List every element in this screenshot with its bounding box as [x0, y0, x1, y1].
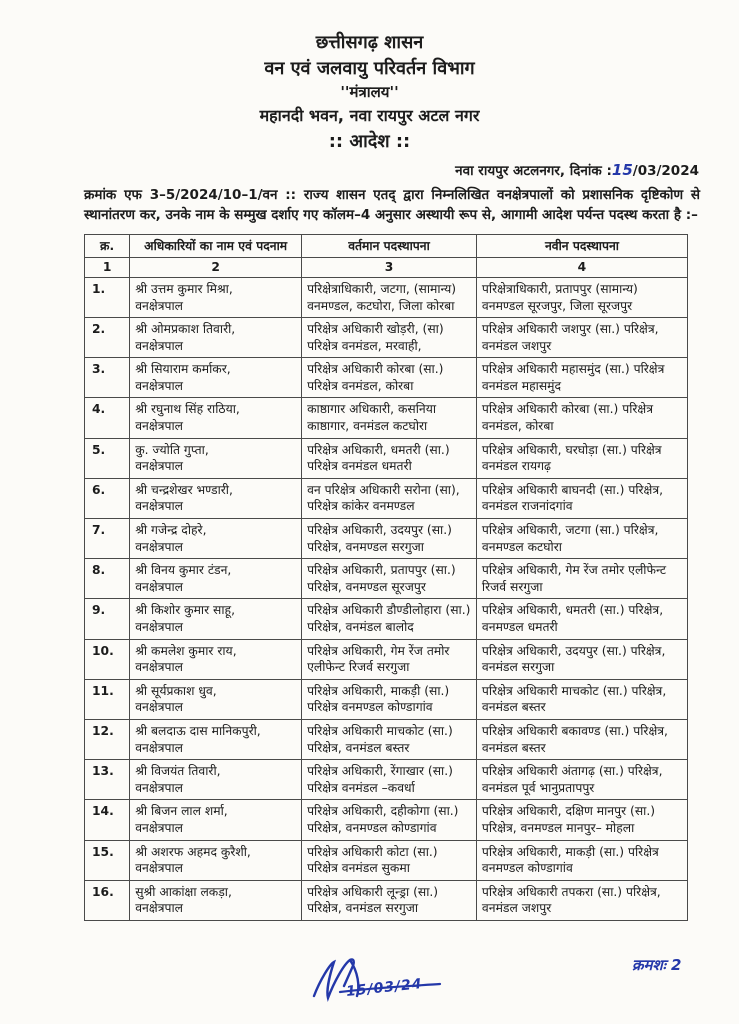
column-number: 2 [130, 258, 302, 278]
row-sno: 1. [85, 277, 130, 317]
transfer-table [84, 234, 688, 921]
row-new-posting: परिक्षेत्र अधिकारी, दक्षिण मानपुर (सा.) परिक्षेत्र, वनमण्डल मानपुर– मोहला [476, 800, 687, 840]
government-name: छत्तीसगढ़ शासन [315, 32, 424, 53]
row-current-posting: परिक्षेत्र अधिकारी डौण्डीलोहारा (सा.) परिक्षेत्र, वनमंडल बालोद [302, 599, 477, 639]
row-current-posting: परिक्षेत्र अधिकारी, माकड़ी (सा.) परिक्षेत्र वनमण्डल कोण्डागांव [302, 679, 477, 719]
row-name: श्री उत्तम कुमार मिश्रा, [135, 281, 233, 296]
row-sno: 9. [85, 599, 130, 639]
signature [300, 952, 470, 1016]
row-designation: वनक्षेत्रपाल [135, 620, 183, 634]
row-designation: वनक्षेत्रपाल [135, 700, 183, 715]
row-new-posting: परिक्षेत्र अधिकारी कोरबा (सा.) परिक्षेत्र वनमंडल, कोरबा [476, 398, 687, 438]
row-officer [130, 639, 302, 679]
row-current-posting: परिक्षेत्र अधिकारी, धमतरी (सा.) परिक्षेत्र वनमंडल धमतरी [302, 438, 477, 478]
row-current-posting: परिक्षेत्र अधिकारी खोड़री, (सा) परिक्षेत्र वनमंडल, मरवाही, [302, 318, 477, 358]
row-new-posting: परिक्षेत्र अधिकारी, जटगा (सा.) परिक्षेत्र, वनमण्डल कटघोरा [476, 519, 687, 559]
row-officer [130, 719, 302, 759]
row-name: श्री किशोर कुमार साहू, [135, 603, 235, 618]
row-current-posting: परिक्षेत्र अधिकारी, रेंगाखार (सा.) परिक्षेत्र वनमंडल –कवर्धा [302, 760, 477, 800]
row-designation: वनक्षेत्रपाल [135, 901, 183, 916]
table-row [85, 519, 688, 559]
date-place-label: नवा रायपुर अटलनगर, दिनांक : [455, 163, 612, 180]
row-current-posting: वन परिक्षेत्र अधिकारी सरोना (सा), परिक्षेत्र कांकेर वनमण्डल [302, 478, 477, 518]
table-row [85, 719, 688, 759]
signature-date: 15/03/24 [345, 976, 424, 1000]
row-name: श्री कमलेश कुमार राय, [135, 643, 237, 658]
row-officer [130, 840, 302, 880]
table-header-row [85, 234, 688, 258]
column-number-row [85, 258, 688, 278]
row-designation: वनक्षेत्रपाल [135, 660, 183, 675]
row-designation: वनक्षेत्रपाल [135, 378, 183, 393]
row-new-posting: परिक्षेत्र अधिकारी, धमतरी (सा.) परिक्षेत्र, वनमण्डल धमतरी [476, 599, 687, 639]
department-name: वन एवं जलवायु परिवर्तन विभाग [264, 58, 475, 80]
row-officer [130, 478, 302, 518]
table-row [85, 358, 688, 398]
document-header [0, 0, 739, 155]
row-new-posting: परिक्षेत्र अधिकारी अंतागढ़ (सा.) परिक्षेत्र, वनमंडल पूर्व भानुप्रतापपुर [476, 760, 687, 800]
table-row [85, 760, 688, 800]
order-title: :: आदेश :: [328, 131, 411, 153]
table-row [85, 277, 688, 317]
row-name: श्री चन्द्रशेखर भण्डारी, [135, 482, 233, 497]
row-name: श्री ओमप्रकाश तिवारी, [135, 322, 236, 337]
header-sno: क्र. [85, 234, 130, 258]
row-officer [130, 358, 302, 398]
date-rest: /03/2024 [632, 163, 699, 180]
table-row [85, 438, 688, 478]
row-current-posting: परिक्षेत्र अधिकारी लून्ड्रा (सा.) परिक्षेत्र, वनमंडल सरगुजा [302, 880, 477, 920]
row-officer [130, 277, 302, 317]
row-sno: 10. [85, 639, 130, 679]
row-sno: 11. [85, 679, 130, 719]
row-officer [130, 679, 302, 719]
row-name: श्री बिजन लाल शर्मा, [135, 804, 228, 819]
row-name: श्री विजयंत तिवारी, [135, 764, 221, 779]
row-current-posting: परिक्षेत्र अधिकारी, दहीकोगा (सा.) परिक्षेत्र, वनमण्डल कोण्डागांव [302, 800, 477, 840]
row-sno: 4. [85, 398, 130, 438]
row-sno: 15. [85, 840, 130, 880]
row-officer [130, 438, 302, 478]
row-current-posting: परिक्षेत्राधिकारी, जटगा, (सामान्य) वनमण्डल, कटघोरा, जिला कोरबा [302, 277, 477, 317]
row-new-posting: परिक्षेत्र अधिकारी जशपुर (सा.) परिक्षेत्र, वनमंडल जशपुर [476, 318, 687, 358]
row-sno: 12. [85, 719, 130, 759]
table-body [85, 277, 688, 920]
header-new: नवीन पदस्थापना [476, 234, 687, 258]
row-new-posting: परिक्षेत्र अधिकारी, घरघोड़ा (सा.) परिक्षेत्र वनमंडल रायगढ़ [476, 438, 687, 478]
row-current-posting: परिक्षेत्र अधिकारी, उदयपुर (सा.) परिक्षेत्र, वनमण्डल सरगुजा [302, 519, 477, 559]
row-designation: वनक्षेत्रपाल [135, 861, 183, 876]
row-officer [130, 800, 302, 840]
row-name: श्री गजेन्द्र दोहरे, [135, 523, 207, 538]
row-officer [130, 398, 302, 438]
row-designation: वनक्षेत्रपाल [135, 419, 183, 434]
row-name: सुश्री आकांक्षा लकड़ा, [135, 884, 232, 899]
table-row [85, 318, 688, 358]
table-row [85, 599, 688, 639]
row-sno: 8. [85, 559, 130, 599]
column-number: 4 [476, 258, 687, 278]
table-row [85, 398, 688, 438]
row-designation: वनक्षेत्रपाल [135, 579, 183, 594]
date-line [0, 161, 739, 179]
row-officer [130, 559, 302, 599]
table-row [85, 679, 688, 719]
row-designation: वनक्षेत्रपाल [135, 780, 183, 795]
row-new-posting: परिक्षेत्र अधिकारी, गेम रेंज तमोर एलीफेन्ट रिजर्व सरगुजा [476, 559, 687, 599]
row-sno: 16. [85, 880, 130, 920]
row-new-posting: परिक्षेत्र अधिकारी महासमुंद (सा.) परिक्षेत्र वनमंडल महासमुंद [476, 358, 687, 398]
order-intro-paragraph: क्रमांक एफ 3–5/2024/10–1/वन :: राज्य शासन एतद् द्वारा निम्नलिखित वनक्षेत्रपालों को प्रशासनिक दृष्टिकोण से स्थानांतरण कर, उनके नाम के सम्मुख दर्शाए गए कॉलम–4 अनुसार अस्थायी रूप से, आगामी आदेश पर्यन्त पदस्थ करता है :– [84, 187, 700, 224]
column-number: 1 [85, 258, 130, 278]
row-designation: वनक्षेत्रपाल [135, 539, 183, 554]
row-current-posting: परिक्षेत्र अधिकारी माचकोट (सा.) परिक्षेत्र, वनमंडल बस्तर [302, 719, 477, 759]
row-designation: वनक्षेत्रपाल [135, 499, 183, 514]
row-name: कु. ज्योति गुप्ता, [135, 442, 209, 457]
row-sno: 2. [85, 318, 130, 358]
row-new-posting: परिक्षेत्र अधिकारी, उदयपुर (सा.) परिक्षेत्र, वनमंडल सरगुजा [476, 639, 687, 679]
row-sno: 7. [85, 519, 130, 559]
row-designation: वनक्षेत्रपाल [135, 338, 183, 353]
header-name: अधिकारियों का नाम एवं पदनाम [130, 234, 302, 258]
row-name: श्री रघुनाथ सिंह राठिया, [135, 402, 240, 417]
row-new-posting: परिक्षेत्र अधिकारी, माकड़ी (सा.) परिक्षेत्र वनमण्डल कोण्डागांव [476, 840, 687, 880]
column-number: 3 [302, 258, 477, 278]
table-row [85, 800, 688, 840]
row-sno: 3. [85, 358, 130, 398]
row-current-posting: परिक्षेत्र अधिकारी कोरबा (सा.) परिक्षेत्र वनमंडल, कोरबा [302, 358, 477, 398]
row-new-posting: परिक्षेत्राधिकारी, प्रतापपुर (सामान्य) वनमण्डल सूरजपुर, जिला सूरजपुर [476, 277, 687, 317]
row-officer [130, 760, 302, 800]
handwritten-day: 15 [611, 161, 633, 180]
row-officer [130, 599, 302, 639]
row-designation: वनक्षेत्रपाल [135, 459, 183, 474]
table-row [85, 639, 688, 679]
row-designation: वनक्षेत्रपाल [135, 298, 183, 313]
table-row [85, 880, 688, 920]
row-name: श्री बलदाऊ दास मानिकपुरी, [135, 723, 261, 738]
office-address: महानदी भवन, नवा रायपुर अटल नगर [259, 105, 480, 125]
row-officer [130, 519, 302, 559]
row-current-posting: परिक्षेत्र अधिकारी, प्रतापपुर (सा.) परिक्षेत्र, वनमण्डल सूरजपुर [302, 559, 477, 599]
row-sno: 6. [85, 478, 130, 518]
row-new-posting: परिक्षेत्र अधिकारी बाघनदी (सा.) परिक्षेत्र, वनमंडल राजनांदगांव [476, 478, 687, 518]
row-designation: वनक्षेत्रपाल [135, 820, 183, 835]
row-sno: 13. [85, 760, 130, 800]
ministry-label: ''मंत्रालय'' [340, 83, 399, 102]
row-current-posting: परिक्षेत्र अधिकारी कोटा (सा.) परिक्षेत्र वनमंडल सुकमा [302, 840, 477, 880]
row-name: श्री सूर्यप्रकाश धुव, [135, 683, 217, 698]
row-name: श्री सियाराम कर्माकर, [135, 362, 231, 377]
row-current-posting: परिक्षेत्र अधिकारी, गेम रेंज तमोर एलीफेन्ट रिजर्व सरगुजा [302, 639, 477, 679]
row-designation: वनक्षेत्रपाल [135, 740, 183, 755]
table-row [85, 840, 688, 880]
row-new-posting: परिक्षेत्र अधिकारी बकावण्ड (सा.) परिक्षेत्र, वनमंडल बस्तर [476, 719, 687, 759]
table-row [85, 478, 688, 518]
row-officer [130, 880, 302, 920]
row-sno: 14. [85, 800, 130, 840]
row-sno: 5. [85, 438, 130, 478]
row-officer [130, 318, 302, 358]
table-row [85, 559, 688, 599]
row-new-posting: परिक्षेत्र अधिकारी तपकरा (सा.) परिक्षेत्र, वनमंडल जशपुर [476, 880, 687, 920]
row-current-posting: काष्ठागार अधिकारी, कसनिया काष्ठागार, वनमंडल कटघोरा [302, 398, 477, 438]
row-new-posting: परिक्षेत्र अधिकारी माचकोट (सा.) परिक्षेत्र, वनमंडल बस्तर [476, 679, 687, 719]
continuation-marker: क्रमशः 2 [632, 956, 682, 974]
row-name: श्री अशरफ अहमद कुरैशी, [135, 844, 251, 859]
row-name: श्री विनय कुमार टंडन, [135, 563, 232, 578]
header-current: वर्तमान पदस्थापना [302, 234, 477, 258]
